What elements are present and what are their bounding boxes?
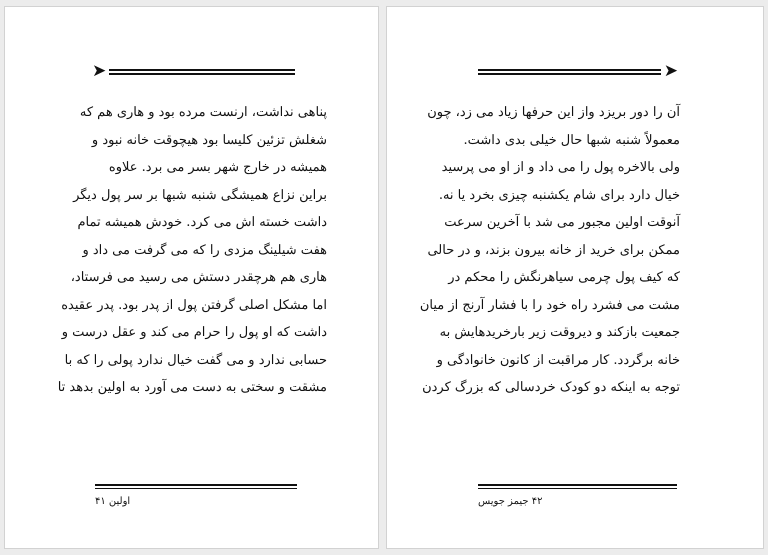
left-page <box>4 6 379 549</box>
page-folio: اولین ۴۱ <box>95 496 131 507</box>
footer-rule <box>478 484 677 492</box>
header-ornament <box>92 61 295 81</box>
text-line: حسابی ندارد و می گفت خیال ندارد پولی را که با <box>64 352 327 368</box>
text-line: اما مشکل اصلی گرفتن پول از پدر بود. پدر عقیده <box>61 297 327 313</box>
footer-rule <box>95 484 297 492</box>
text-line: داشت خسته اش می کرد. خودش همیشه تمام <box>77 215 327 230</box>
body-text <box>419 99 680 402</box>
text-line: شغلش تزئین کلیسا بود هیچوقت خانه نبود و <box>91 132 327 148</box>
footer-rule-line <box>478 484 677 486</box>
header-ornament <box>478 61 678 81</box>
footer-rule-line <box>95 484 297 486</box>
body-text <box>57 99 327 402</box>
text-line: توجه به اینکه دو کودک خردسالی که بزرگ کردن <box>422 380 680 395</box>
text-line: مشت می فشرد راه خود را با فشار آرنج از میان <box>419 297 680 313</box>
text-line: براین نزاع همیشگی شنبه شبها بر سر پول دیگر <box>73 187 327 203</box>
text-line: معمولاً شنبه شبها حال خیلی بدی داشت. <box>463 132 680 148</box>
text-line: آنوقت اولین مجبور می شد با آخرین سرعت <box>444 215 680 230</box>
text-line: داشت که او پول را حرام می کند و عقل درست و <box>61 325 327 340</box>
text-line: ممکن برای خرید از خانه بیرون بزند، و در حالی <box>427 242 680 258</box>
text-line: ولی بالاخره پول را می داد و از او می پرسید <box>441 160 680 175</box>
page-folio: ۴۲ جیمز جویس <box>478 496 543 507</box>
text-line: آن را دور بریزد واز این حرفها زیاد می زد، چون <box>427 105 680 120</box>
text-line: جمعیت بازکند و دیروقت زیر بارخریدهایش به <box>439 325 680 340</box>
text-line: هاری هم هرچقدر دستش می رسید می فرستاد، <box>70 270 327 285</box>
footer-rule-line <box>478 488 677 489</box>
ornament-rule <box>109 73 295 75</box>
ornament-rule <box>478 73 661 75</box>
text-line: خیال دارد برای شام یکشنبه چیزی بخرد یا نه. <box>438 187 680 203</box>
text-line: مشقت و سختی به دست می آورد به اولین بدهد تا <box>57 380 327 395</box>
ornament-rule <box>478 69 661 71</box>
arrow-left-ornament-icon: ➤ <box>92 61 107 81</box>
arrow-left-ornament-icon: ➤ <box>663 61 678 81</box>
ornament-rule <box>109 69 295 71</box>
footer-rule-line <box>95 488 297 489</box>
text-line: خانه برگردد. کار مراقبت از کانون خانوادگی و <box>436 352 680 368</box>
text-line: همیشه در خارج شهر بسر می برد. علاوه <box>108 160 327 175</box>
text-line: که کیف پول چرمی سیاهرنگش را محکم در <box>448 270 680 285</box>
right-page <box>386 6 764 549</box>
text-line: پناهی نداشت، ارنست مرده بود و هاری هم که <box>79 105 327 120</box>
text-line: هفت شیلینگ مزدی را که می گرفت می داد و <box>82 242 327 258</box>
